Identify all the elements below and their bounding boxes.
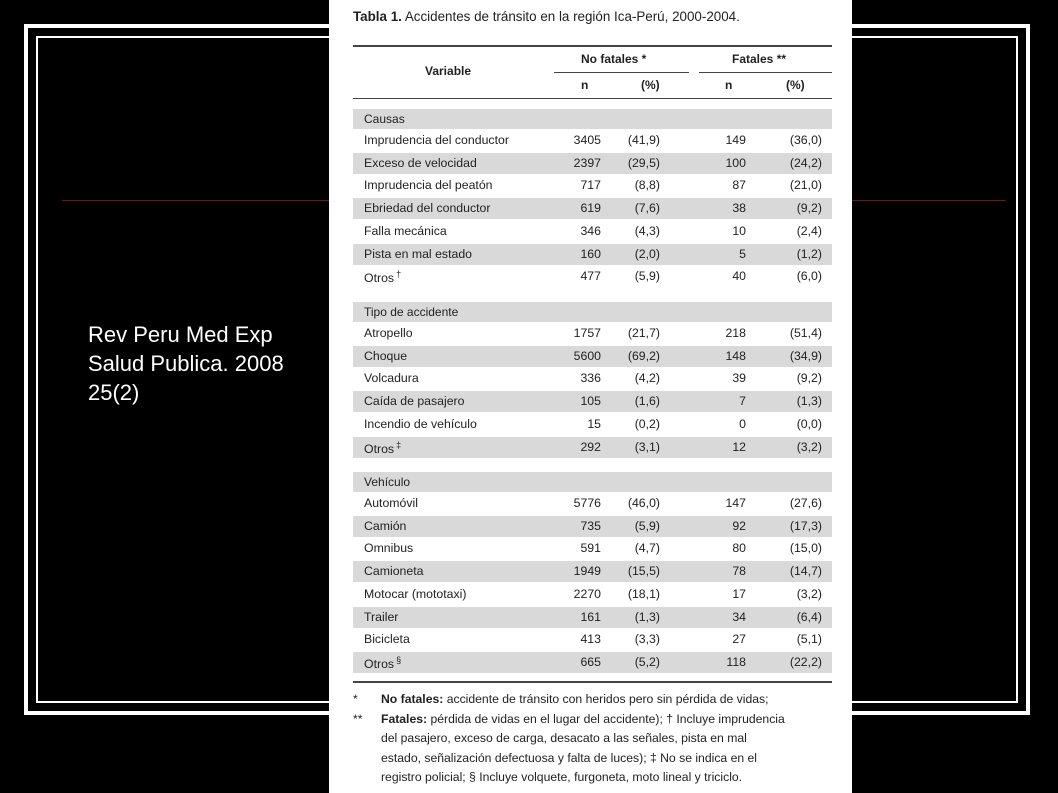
n-no-fatal: 477 xyxy=(580,269,601,284)
n-fatal: 0 xyxy=(739,416,746,431)
row-label: Exceso de velocidad xyxy=(364,155,477,170)
citation-line-3: 25(2) xyxy=(88,380,140,405)
n-fatal: 34 xyxy=(732,609,746,624)
pct-fatal: (51,4) xyxy=(789,326,822,340)
header-n-fatal: n xyxy=(725,78,733,92)
row-label: Otros ‡ xyxy=(364,439,402,456)
n-no-fatal: 735 xyxy=(580,518,601,533)
pct-fatal: (6,4) xyxy=(796,609,822,624)
pct-fatal: (21,0) xyxy=(789,178,822,193)
n-no-fatal: 413 xyxy=(580,632,601,647)
footnote-text: Fatales: pérdida de vidas en el lugar del accidente); † Incluye imprudencia xyxy=(381,711,785,726)
header-n-nofatal: n xyxy=(581,78,589,92)
row-label: Camión xyxy=(364,518,407,533)
row-label: Omnibus xyxy=(364,541,414,556)
footnote-line xyxy=(353,690,833,710)
n-fatal: 92 xyxy=(732,518,746,533)
n-no-fatal: 1757 xyxy=(573,326,601,340)
table-title-text: Accidentes de tránsito en la región Ica-Perú, 2000-2004. xyxy=(401,9,740,24)
row-label: Automóvil xyxy=(364,496,418,510)
row-label: Choque xyxy=(364,348,408,363)
pct-fatal: (22,2) xyxy=(789,654,822,669)
section-band xyxy=(353,472,832,492)
pct-fatal: (9,2) xyxy=(796,371,822,386)
footnote-mark: § xyxy=(396,654,402,665)
header-no-fatales: No fatales * xyxy=(581,52,647,66)
pct-fatal: (15,0) xyxy=(789,541,822,556)
pct-fatal: (14,7) xyxy=(789,564,822,579)
n-no-fatal: 105 xyxy=(580,394,601,409)
header-pct-nofatal: (%) xyxy=(641,78,660,92)
pct-no-fatal: (46,0) xyxy=(627,496,660,510)
n-no-fatal: 717 xyxy=(580,178,601,193)
pct-no-fatal: (4,7) xyxy=(634,541,660,556)
footnote-line xyxy=(353,749,833,769)
footnote-term: No fatales: xyxy=(381,692,444,706)
pct-fatal: (5,1) xyxy=(796,632,822,647)
footnote-text: del pasajero, exceso de carga, desacato a las señales, pista en mal xyxy=(381,731,747,745)
table-image xyxy=(329,0,852,793)
row-label: Imprudencia del conductor xyxy=(364,133,509,147)
pct-no-fatal: (5,2) xyxy=(634,654,660,669)
n-fatal: 40 xyxy=(732,269,746,284)
citation xyxy=(88,320,284,407)
n-no-fatal: 15 xyxy=(587,416,601,431)
footnote-term: Fatales: xyxy=(381,711,428,726)
n-no-fatal: 2270 xyxy=(573,586,601,601)
pct-no-fatal: (18,1) xyxy=(627,586,660,601)
pct-no-fatal: (4,3) xyxy=(634,223,660,238)
header-fatales-rule xyxy=(699,72,832,73)
pct-no-fatal: (3,3) xyxy=(634,632,660,647)
pct-fatal: (24,2) xyxy=(789,155,822,170)
row-label: Imprudencia del peatón xyxy=(364,178,493,193)
n-no-fatal: 3405 xyxy=(573,133,601,147)
pct-no-fatal: (8,8) xyxy=(634,178,660,193)
footnote-line xyxy=(353,729,833,749)
n-fatal: 10 xyxy=(732,223,746,238)
n-no-fatal: 619 xyxy=(580,201,601,216)
pct-fatal: (3,2) xyxy=(796,439,822,454)
table-bottom-rule xyxy=(353,681,832,683)
row-label: Pista en mal estado xyxy=(364,246,473,261)
pct-no-fatal: (21,7) xyxy=(627,326,660,340)
header-bottom-rule xyxy=(353,98,832,99)
pct-no-fatal: (5,9) xyxy=(634,269,660,284)
section-label: Causas xyxy=(364,112,405,126)
row-label: Falla mecánica xyxy=(364,223,447,238)
row-label: Motocar (mototaxi) xyxy=(364,586,467,601)
pct-no-fatal: (69,2) xyxy=(627,348,660,363)
pct-fatal: (6,0) xyxy=(796,269,822,284)
n-fatal: 80 xyxy=(732,541,746,556)
pct-no-fatal: (5,9) xyxy=(634,518,660,533)
pct-no-fatal: (1,6) xyxy=(634,394,660,409)
footnote-line xyxy=(353,768,833,788)
n-fatal: 87 xyxy=(732,178,746,193)
section-band xyxy=(353,109,832,129)
n-fatal: 218 xyxy=(725,326,746,340)
row-label: Otros § xyxy=(364,654,402,671)
n-fatal: 78 xyxy=(732,564,746,579)
n-no-fatal: 336 xyxy=(580,371,601,386)
pct-no-fatal: (1,3) xyxy=(634,609,660,624)
row-label: Otros † xyxy=(364,269,402,286)
footnote-text: No fatales: accidente de tránsito con heridos pero sin pérdida de vidas; xyxy=(381,692,769,706)
pct-fatal: (0,0) xyxy=(796,416,822,431)
footnote-text: estado, señalización defectuosa y falta de luces); ‡ No se indica en el xyxy=(381,750,758,765)
n-fatal: 39 xyxy=(732,371,746,386)
pct-fatal: (17,3) xyxy=(789,518,822,533)
n-no-fatal: 2397 xyxy=(573,155,601,170)
section-label: Tipo de accidente xyxy=(364,305,459,319)
n-no-fatal: 161 xyxy=(580,609,601,624)
section-label: Vehículo xyxy=(364,475,411,489)
n-no-fatal: 346 xyxy=(580,223,601,238)
pct-fatal: (1,3) xyxy=(796,394,822,409)
n-fatal: 100 xyxy=(725,155,746,170)
n-fatal: 12 xyxy=(732,439,746,454)
n-no-fatal: 292 xyxy=(580,439,601,454)
n-no-fatal: 591 xyxy=(580,541,601,556)
table-title-number: Tabla 1. xyxy=(353,9,402,24)
pct-no-fatal: (41,9) xyxy=(627,133,660,147)
table-title xyxy=(353,9,740,24)
pct-fatal: (3,2) xyxy=(796,586,822,601)
header-variable: Variable xyxy=(425,64,472,78)
row-label: Ebriedad del conductor xyxy=(364,201,491,216)
header-top-rule xyxy=(353,45,832,47)
n-no-fatal: 5776 xyxy=(573,496,601,510)
n-fatal: 17 xyxy=(732,586,746,601)
row-label: Trailer xyxy=(364,609,399,624)
n-fatal: 7 xyxy=(739,394,746,409)
n-fatal: 27 xyxy=(732,632,746,647)
pct-fatal: (27,6) xyxy=(789,496,822,510)
pct-no-fatal: (0,2) xyxy=(634,416,660,431)
pct-no-fatal: (29,5) xyxy=(627,155,660,170)
pct-fatal: (34,9) xyxy=(789,348,822,363)
row-label: Camioneta xyxy=(364,564,424,579)
header-fatales: Fatales ** xyxy=(732,52,787,66)
n-fatal: 38 xyxy=(732,201,746,216)
n-fatal: 147 xyxy=(725,496,746,510)
n-fatal: 118 xyxy=(726,654,746,669)
n-no-fatal: 160 xyxy=(580,246,601,261)
footnote-mark: † xyxy=(396,269,402,280)
row-label: Incendio de vehículo xyxy=(364,416,477,431)
table-footnotes xyxy=(353,690,833,788)
header-pct-fatal: (%) xyxy=(786,78,805,92)
n-fatal: 5 xyxy=(739,246,746,261)
n-fatal: 149 xyxy=(725,133,746,147)
row-label: Volcadura xyxy=(364,371,419,386)
n-no-fatal: 5600 xyxy=(573,348,601,363)
pct-no-fatal: (15,5) xyxy=(627,564,660,579)
footnote-line xyxy=(353,710,833,730)
n-no-fatal: 1949 xyxy=(573,564,601,579)
pct-fatal: (1,2) xyxy=(796,246,822,261)
pct-no-fatal: (4,2) xyxy=(634,371,660,386)
citation-line-1: Rev Peru Med Exp xyxy=(88,322,273,347)
pct-fatal: (2,4) xyxy=(796,223,822,238)
pct-no-fatal: (3,1) xyxy=(634,439,660,454)
pct-no-fatal: (7,6) xyxy=(634,201,660,216)
pct-fatal: (36,0) xyxy=(789,133,822,147)
row-label: Bicicleta xyxy=(364,632,410,647)
footnote-symbol: ** xyxy=(353,711,363,726)
pct-fatal: (9,2) xyxy=(796,201,822,216)
header-no-fatales-rule xyxy=(554,72,689,73)
footnote-text: registro policial; § Incluye volquete, furgoneta, moto lineal y triciclo. xyxy=(381,770,743,784)
footnote-symbol: * xyxy=(353,692,358,706)
pct-no-fatal: (2,0) xyxy=(634,246,660,261)
row-label: Caída de pasajero xyxy=(364,394,465,409)
footnote-mark: ‡ xyxy=(396,439,402,450)
n-no-fatal: 665 xyxy=(580,654,601,669)
citation-line-2: Salud Publica. 2008 xyxy=(88,351,284,376)
n-fatal: 148 xyxy=(725,348,746,363)
row-label: Atropello xyxy=(364,326,413,340)
